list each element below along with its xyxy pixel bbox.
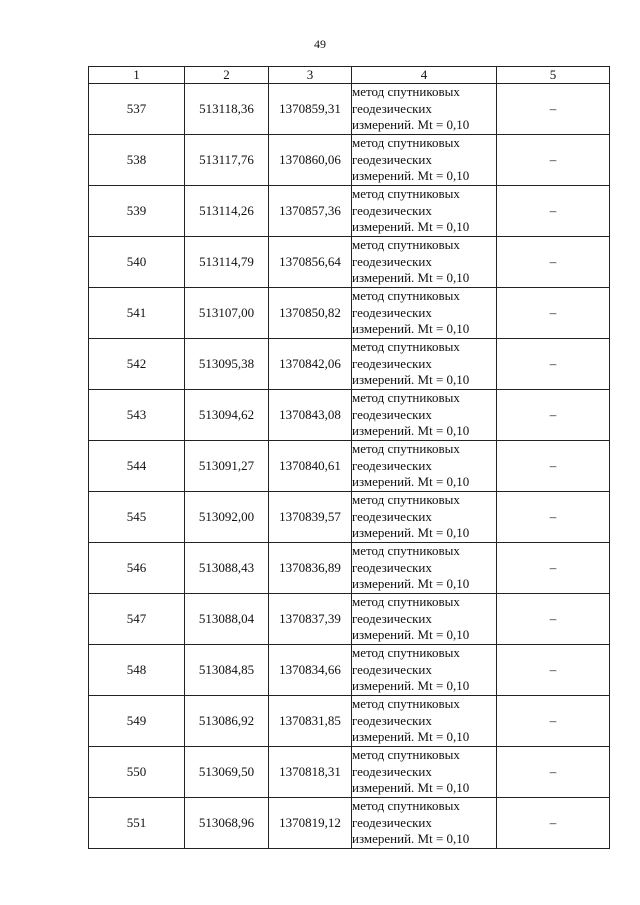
table-header-row bbox=[89, 67, 610, 84]
method-line: измерений. Mt = 0,10 bbox=[352, 270, 470, 286]
point-number-cell: 542 bbox=[89, 339, 185, 390]
table-row bbox=[89, 186, 610, 237]
method-line: метод спутниковых bbox=[352, 441, 460, 457]
method-line: метод спутниковых bbox=[352, 798, 460, 814]
method-cell bbox=[352, 747, 497, 798]
method-line: геодезических bbox=[352, 151, 432, 167]
method-line: геодезических bbox=[352, 661, 432, 677]
table-row bbox=[89, 441, 610, 492]
x-coordinate-cell: 513092,00 bbox=[185, 492, 269, 543]
point-number-cell: 539 bbox=[89, 186, 185, 237]
point-number-cell: 548 bbox=[89, 645, 185, 696]
method-line: измерений. Mt = 0,10 bbox=[352, 219, 470, 235]
method-line: измерений. Mt = 0,10 bbox=[352, 474, 470, 490]
x-coordinate-cell: 513088,04 bbox=[185, 594, 269, 645]
x-coordinate-cell: 513094,62 bbox=[185, 390, 269, 441]
note-cell: – bbox=[497, 747, 610, 798]
method-line: геодезических bbox=[352, 355, 432, 371]
x-coordinate-cell: 513107,00 bbox=[185, 288, 269, 339]
y-coordinate-cell: 1370859,31 bbox=[269, 84, 352, 135]
method-line: геодезических bbox=[352, 610, 432, 626]
method-line: измерений. Mt = 0,10 bbox=[352, 372, 470, 388]
method-line: метод спутниковых bbox=[352, 645, 460, 661]
method-cell bbox=[352, 186, 497, 237]
method-line: геодезических bbox=[352, 712, 432, 728]
point-number-cell: 551 bbox=[89, 798, 185, 849]
method-line: геодезических bbox=[352, 406, 432, 422]
point-number-cell: 546 bbox=[89, 543, 185, 594]
table-row bbox=[89, 288, 610, 339]
method-line: геодезических bbox=[352, 457, 432, 473]
method-cell bbox=[352, 492, 497, 543]
note-cell: – bbox=[497, 237, 610, 288]
note-cell: – bbox=[497, 696, 610, 747]
table-body bbox=[89, 84, 610, 849]
point-number-cell: 543 bbox=[89, 390, 185, 441]
method-cell bbox=[352, 645, 497, 696]
table-row bbox=[89, 594, 610, 645]
method-line: измерений. Mt = 0,10 bbox=[352, 423, 470, 439]
table-row bbox=[89, 543, 610, 594]
method-line: измерений. Mt = 0,10 bbox=[352, 678, 470, 694]
method-cell bbox=[352, 390, 497, 441]
method-line: метод спутниковых bbox=[352, 288, 460, 304]
method-line: измерений. Mt = 0,10 bbox=[352, 627, 470, 643]
method-line: геодезических bbox=[352, 253, 432, 269]
y-coordinate-cell: 1370842,06 bbox=[269, 339, 352, 390]
header-col-5: 5 bbox=[497, 67, 610, 84]
method-line: метод спутниковых bbox=[352, 543, 460, 559]
point-number-cell: 547 bbox=[89, 594, 185, 645]
point-number-cell: 537 bbox=[89, 84, 185, 135]
y-coordinate-cell: 1370850,82 bbox=[269, 288, 352, 339]
y-coordinate-cell: 1370819,12 bbox=[269, 798, 352, 849]
method-line: измерений. Mt = 0,10 bbox=[352, 321, 470, 337]
y-coordinate-cell: 1370856,64 bbox=[269, 237, 352, 288]
x-coordinate-cell: 513086,92 bbox=[185, 696, 269, 747]
y-coordinate-cell: 1370831,85 bbox=[269, 696, 352, 747]
note-cell: – bbox=[497, 594, 610, 645]
note-cell: – bbox=[497, 441, 610, 492]
table-row bbox=[89, 237, 610, 288]
table-row bbox=[89, 492, 610, 543]
method-line: измерений. Mt = 0,10 bbox=[352, 576, 470, 592]
note-cell: – bbox=[497, 390, 610, 441]
point-number-cell: 545 bbox=[89, 492, 185, 543]
method-line: метод спутниковых bbox=[352, 135, 460, 151]
method-line: измерений. Mt = 0,10 bbox=[352, 168, 470, 184]
table-row bbox=[89, 747, 610, 798]
header-col-2: 2 bbox=[185, 67, 269, 84]
x-coordinate-cell: 513088,43 bbox=[185, 543, 269, 594]
method-cell bbox=[352, 696, 497, 747]
method-cell bbox=[352, 84, 497, 135]
x-coordinate-cell: 513091,27 bbox=[185, 441, 269, 492]
method-cell bbox=[352, 594, 497, 645]
note-cell: – bbox=[497, 339, 610, 390]
point-number-cell: 550 bbox=[89, 747, 185, 798]
table-row bbox=[89, 798, 610, 849]
x-coordinate-cell: 513114,26 bbox=[185, 186, 269, 237]
method-cell bbox=[352, 339, 497, 390]
method-cell bbox=[352, 798, 497, 849]
x-coordinate-cell: 513117,76 bbox=[185, 135, 269, 186]
method-line: метод спутниковых bbox=[352, 492, 460, 508]
method-line: геодезических bbox=[352, 304, 432, 320]
method-cell bbox=[352, 237, 497, 288]
x-coordinate-cell: 513069,50 bbox=[185, 747, 269, 798]
method-line: геодезических bbox=[352, 559, 432, 575]
header-col-4: 4 bbox=[352, 67, 497, 84]
y-coordinate-cell: 1370818,31 bbox=[269, 747, 352, 798]
method-line: геодезических bbox=[352, 100, 432, 116]
note-cell: – bbox=[497, 135, 610, 186]
y-coordinate-cell: 1370840,61 bbox=[269, 441, 352, 492]
method-line: метод спутниковых bbox=[352, 339, 460, 355]
method-line: метод спутниковых bbox=[352, 237, 460, 253]
method-cell bbox=[352, 543, 497, 594]
table-row bbox=[89, 390, 610, 441]
x-coordinate-cell: 513084,85 bbox=[185, 645, 269, 696]
note-cell: – bbox=[497, 798, 610, 849]
method-cell bbox=[352, 441, 497, 492]
table-row bbox=[89, 339, 610, 390]
method-cell bbox=[352, 135, 497, 186]
method-line: геодезических bbox=[352, 508, 432, 524]
y-coordinate-cell: 1370837,39 bbox=[269, 594, 352, 645]
method-line: измерений. Mt = 0,10 bbox=[352, 729, 470, 745]
method-line: измерений. Mt = 0,10 bbox=[352, 117, 470, 133]
page-number: 49 bbox=[314, 37, 326, 51]
y-coordinate-cell: 1370834,66 bbox=[269, 645, 352, 696]
y-coordinate-cell: 1370857,36 bbox=[269, 186, 352, 237]
method-line: геодезических bbox=[352, 202, 432, 218]
x-coordinate-cell: 513068,96 bbox=[185, 798, 269, 849]
y-coordinate-cell: 1370839,57 bbox=[269, 492, 352, 543]
method-line: метод спутниковых bbox=[352, 390, 460, 406]
header-col-1: 1 bbox=[89, 67, 185, 84]
table-row bbox=[89, 84, 610, 135]
header-col-3: 3 bbox=[269, 67, 352, 84]
method-line: метод спутниковых bbox=[352, 84, 460, 100]
x-coordinate-cell: 513118,36 bbox=[185, 84, 269, 135]
coordinates-table bbox=[88, 66, 610, 849]
note-cell: – bbox=[497, 84, 610, 135]
method-line: метод спутниковых bbox=[352, 747, 460, 763]
point-number-cell: 541 bbox=[89, 288, 185, 339]
note-cell: – bbox=[497, 543, 610, 594]
table-row bbox=[89, 135, 610, 186]
method-line: измерений. Mt = 0,10 bbox=[352, 831, 470, 847]
y-coordinate-cell: 1370860,06 bbox=[269, 135, 352, 186]
method-line: метод спутниковых bbox=[352, 186, 460, 202]
method-line: метод спутниковых bbox=[352, 594, 460, 610]
x-coordinate-cell: 513095,38 bbox=[185, 339, 269, 390]
method-line: метод спутниковых bbox=[352, 696, 460, 712]
point-number-cell: 538 bbox=[89, 135, 185, 186]
x-coordinate-cell: 513114,79 bbox=[185, 237, 269, 288]
table-row bbox=[89, 696, 610, 747]
point-number-cell: 549 bbox=[89, 696, 185, 747]
y-coordinate-cell: 1370843,08 bbox=[269, 390, 352, 441]
note-cell: – bbox=[497, 645, 610, 696]
method-line: геодезических bbox=[352, 814, 432, 830]
note-cell: – bbox=[497, 492, 610, 543]
method-line: измерений. Mt = 0,10 bbox=[352, 780, 470, 796]
method-line: измерений. Mt = 0,10 bbox=[352, 525, 470, 541]
method-cell bbox=[352, 288, 497, 339]
note-cell: – bbox=[497, 288, 610, 339]
point-number-cell: 540 bbox=[89, 237, 185, 288]
y-coordinate-cell: 1370836,89 bbox=[269, 543, 352, 594]
method-line: геодезических bbox=[352, 763, 432, 779]
table-row bbox=[89, 645, 610, 696]
point-number-cell: 544 bbox=[89, 441, 185, 492]
note-cell: – bbox=[497, 186, 610, 237]
